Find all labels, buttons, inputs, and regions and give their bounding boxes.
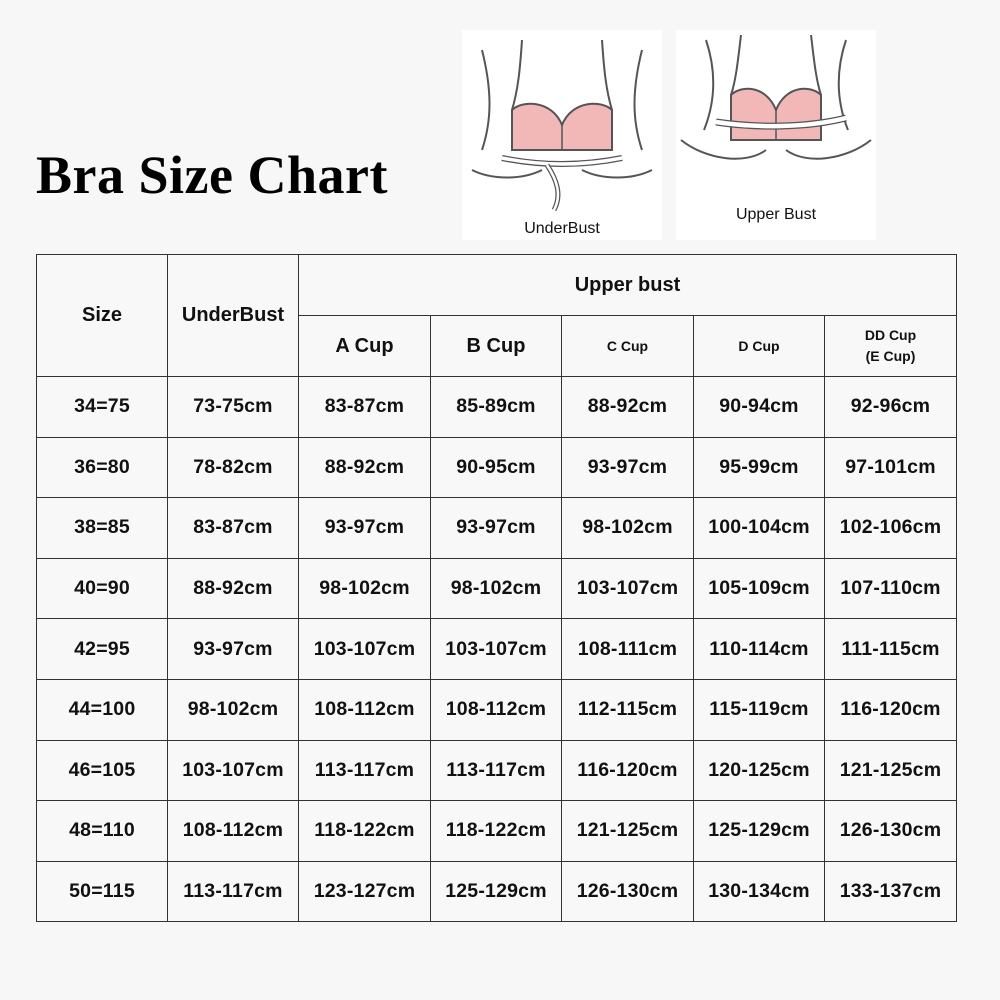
header-underbust: UnderBust xyxy=(168,255,299,377)
underbust-cell: 88-92cm xyxy=(168,558,299,619)
header-a-cup: A Cup xyxy=(299,316,431,377)
d-cup-cell: 110-114cm xyxy=(694,619,825,680)
header-c-cup: C Cup xyxy=(562,316,694,377)
table-row xyxy=(37,801,957,862)
b-cup-cell: 118-122cm xyxy=(431,801,562,862)
size-cell: 40=90 xyxy=(37,558,168,619)
header-dd-cup-line2: (E Cup) xyxy=(865,348,916,364)
underbust-cell: 98-102cm xyxy=(168,679,299,740)
upper-bust-figure xyxy=(676,30,876,240)
upper-bust-caption: Upper Bust xyxy=(735,206,817,223)
c-cup-cell: 112-115cm xyxy=(562,679,694,740)
d-cup-cell: 115-119cm xyxy=(694,679,825,740)
size-cell: 34=75 xyxy=(37,377,168,438)
dd-cup-cell: 133-137cm xyxy=(825,861,957,922)
table-row xyxy=(37,740,957,801)
b-cup-cell: 125-129cm xyxy=(431,861,562,922)
underbust-cell: 78-82cm xyxy=(168,437,299,498)
table-row xyxy=(37,558,957,619)
underbust-cell: 93-97cm xyxy=(168,619,299,680)
underbust-figure xyxy=(462,30,662,240)
a-cup-cell: 88-92cm xyxy=(299,437,431,498)
c-cup-cell: 121-125cm xyxy=(562,801,694,862)
d-cup-cell: 125-129cm xyxy=(694,801,825,862)
c-cup-cell: 88-92cm xyxy=(562,377,694,438)
d-cup-cell: 90-94cm xyxy=(694,377,825,438)
underbust-cell: 108-112cm xyxy=(168,801,299,862)
underbust-cell: 83-87cm xyxy=(168,498,299,559)
d-cup-cell: 105-109cm xyxy=(694,558,825,619)
dd-cup-cell: 126-130cm xyxy=(825,801,957,862)
a-cup-cell: 98-102cm xyxy=(299,558,431,619)
underbust-cell: 103-107cm xyxy=(168,740,299,801)
underbust-cell: 73-75cm xyxy=(168,377,299,438)
header-size: Size xyxy=(37,255,168,377)
b-cup-cell: 90-95cm xyxy=(431,437,562,498)
b-cup-cell: 103-107cm xyxy=(431,619,562,680)
a-cup-cell: 123-127cm xyxy=(299,861,431,922)
b-cup-cell: 113-117cm xyxy=(431,740,562,801)
header-d-cup: D Cup xyxy=(694,316,825,377)
a-cup-cell: 118-122cm xyxy=(299,801,431,862)
table-row xyxy=(37,377,957,438)
a-cup-cell: 113-117cm xyxy=(299,740,431,801)
d-cup-cell: 130-134cm xyxy=(694,861,825,922)
size-cell: 36=80 xyxy=(37,437,168,498)
b-cup-cell: 93-97cm xyxy=(431,498,562,559)
size-cell: 42=95 xyxy=(37,619,168,680)
page-title: Bra Size Chart xyxy=(36,145,388,205)
c-cup-cell: 108-111cm xyxy=(562,619,694,680)
header-b-cup: B Cup xyxy=(431,316,562,377)
dd-cup-cell: 97-101cm xyxy=(825,437,957,498)
b-cup-cell: 85-89cm xyxy=(431,377,562,438)
dd-cup-cell: 102-106cm xyxy=(825,498,957,559)
size-cell: 48=110 xyxy=(37,801,168,862)
size-table xyxy=(36,254,957,922)
a-cup-cell: 103-107cm xyxy=(299,619,431,680)
header-upper-bust: Upper bust xyxy=(299,255,957,316)
underbust-measure-illustration-icon xyxy=(462,30,662,220)
a-cup-cell: 108-112cm xyxy=(299,679,431,740)
table-row xyxy=(37,679,957,740)
dd-cup-cell: 116-120cm xyxy=(825,679,957,740)
table-row xyxy=(37,861,957,922)
d-cup-cell: 100-104cm xyxy=(694,498,825,559)
underbust-cell: 113-117cm xyxy=(168,861,299,922)
header-dd-cup-line1: DD Cup xyxy=(864,327,917,343)
a-cup-cell: 83-87cm xyxy=(299,377,431,438)
size-cell: 46=105 xyxy=(37,740,168,801)
b-cup-cell: 108-112cm xyxy=(431,679,562,740)
upper-bust-measure-illustration-icon xyxy=(676,30,876,206)
dd-cup-cell: 121-125cm xyxy=(825,740,957,801)
b-cup-cell: 98-102cm xyxy=(431,558,562,619)
size-cell: 38=85 xyxy=(37,498,168,559)
dd-cup-cell: 107-110cm xyxy=(825,558,957,619)
underbust-caption: UnderBust xyxy=(524,220,600,237)
c-cup-cell: 98-102cm xyxy=(562,498,694,559)
c-cup-cell: 126-130cm xyxy=(562,861,694,922)
table-row xyxy=(37,619,957,680)
table-row xyxy=(37,437,957,498)
c-cup-cell: 116-120cm xyxy=(562,740,694,801)
d-cup-cell: 95-99cm xyxy=(694,437,825,498)
table-row xyxy=(37,498,957,559)
c-cup-cell: 103-107cm xyxy=(562,558,694,619)
size-cell: 44=100 xyxy=(37,679,168,740)
c-cup-cell: 93-97cm xyxy=(562,437,694,498)
a-cup-cell: 93-97cm xyxy=(299,498,431,559)
dd-cup-cell: 92-96cm xyxy=(825,377,957,438)
dd-cup-cell: 111-115cm xyxy=(825,619,957,680)
size-cell: 50=115 xyxy=(37,861,168,922)
header-dd-cup xyxy=(825,316,957,377)
d-cup-cell: 120-125cm xyxy=(694,740,825,801)
